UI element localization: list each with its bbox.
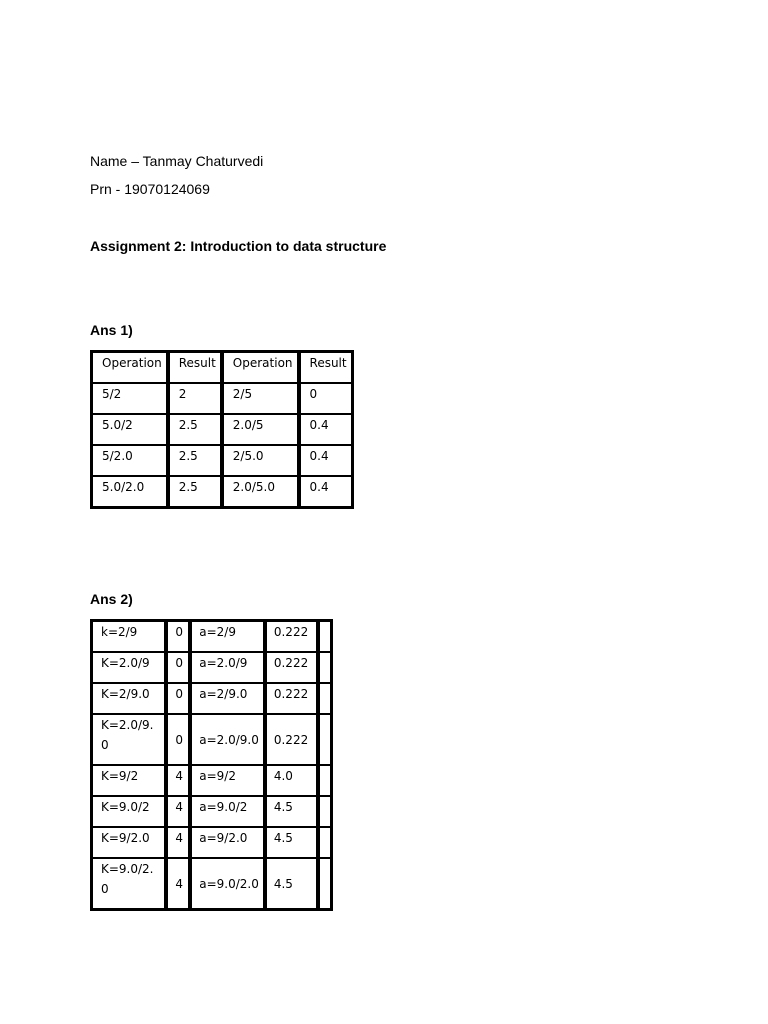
table-row (93, 384, 351, 413)
table-row (93, 446, 351, 475)
table-cell (320, 622, 330, 651)
table-header-row (93, 353, 351, 382)
table-cell: 4.5 (267, 797, 318, 826)
column-header: Operation (224, 353, 299, 382)
ans1-table (90, 350, 354, 509)
table-cell (320, 859, 330, 908)
table-cell: 0.4 (301, 477, 351, 506)
table-cell: 0 (168, 653, 190, 682)
table-cell: 4 (168, 797, 190, 826)
table-cell: K=2.0/9. 0 (93, 715, 166, 764)
table-cell: a=2/9.0 (192, 684, 265, 713)
table-cell: 0.222 (267, 684, 318, 713)
table-cell (320, 797, 330, 826)
table-cell: 2.5 (170, 415, 222, 444)
table-cell (320, 828, 330, 857)
table-cell: 0.4 (301, 446, 351, 475)
table-cell: 4 (168, 859, 190, 908)
table-cell: a=9/2.0 (192, 828, 265, 857)
table-cell: 0.222 (267, 653, 318, 682)
table-cell (320, 766, 330, 795)
table-cell: 4 (168, 828, 190, 857)
table-cell: a=2.0/9.0 (192, 715, 265, 764)
table-cell: 2/5 (224, 384, 299, 413)
table-cell: K=2/9.0 (93, 684, 166, 713)
table-cell: 2 (170, 384, 222, 413)
table-cell: K=9/2 (93, 766, 166, 795)
table-cell: a=2/9 (192, 622, 265, 651)
table-cell: 0.222 (267, 622, 318, 651)
table-cell: 2.5 (170, 446, 222, 475)
student-prn: Prn - 19070124069 (90, 181, 210, 197)
table-cell: k=2/9 (93, 622, 166, 651)
student-name: Name – Tanmay Chaturvedi (90, 153, 264, 169)
table-cell: 0 (168, 715, 190, 764)
table-cell: 4.0 (267, 766, 318, 795)
table-cell: 0.4 (301, 415, 351, 444)
table-row (93, 684, 330, 713)
table-row (93, 622, 330, 651)
table-cell: 4.5 (267, 828, 318, 857)
table-cell (320, 684, 330, 713)
table-cell: 5.0/2.0 (93, 477, 168, 506)
column-header: Result (170, 353, 222, 382)
table-cell: 5.0/2 (93, 415, 168, 444)
table-cell (320, 715, 330, 764)
table-cell: a=9.0/2 (192, 797, 265, 826)
ans2-table (90, 619, 333, 911)
column-header: Result (301, 353, 351, 382)
table-row (93, 653, 330, 682)
assignment-title: Assignment 2: Introduction to data structure (90, 238, 387, 254)
table-cell: 2/5.0 (224, 446, 299, 475)
table-cell: 4.5 (267, 859, 318, 908)
table-cell: K=9/2.0 (93, 828, 166, 857)
table-row (93, 477, 351, 506)
table-cell: 2.0/5.0 (224, 477, 299, 506)
table-row (93, 766, 330, 795)
table-cell: a=2.0/9 (192, 653, 265, 682)
table-cell: 5/2 (93, 384, 168, 413)
table-cell: 0 (301, 384, 351, 413)
table-cell: 5/2.0 (93, 446, 168, 475)
table-row (93, 828, 330, 857)
ans2-heading: Ans 2) (90, 591, 133, 607)
table-cell: K=9.0/2. 0 (93, 859, 166, 908)
ans1-heading: Ans 1) (90, 322, 133, 338)
table-row (93, 415, 351, 444)
table-cell: 0 (168, 684, 190, 713)
table-cell: K=9.0/2 (93, 797, 166, 826)
table-cell: 2.5 (170, 477, 222, 506)
column-header: Operation (93, 353, 168, 382)
table-row (93, 715, 330, 764)
table-cell: 0 (168, 622, 190, 651)
table-cell: 4 (168, 766, 190, 795)
table-row (93, 859, 330, 908)
table-cell: a=9/2 (192, 766, 265, 795)
table-cell: a=9.0/2.0 (192, 859, 265, 908)
table-cell (320, 653, 330, 682)
table-cell: K=2.0/9 (93, 653, 166, 682)
table-cell: 0.222 (267, 715, 318, 764)
table-row (93, 797, 330, 826)
table-cell: 2.0/5 (224, 415, 299, 444)
